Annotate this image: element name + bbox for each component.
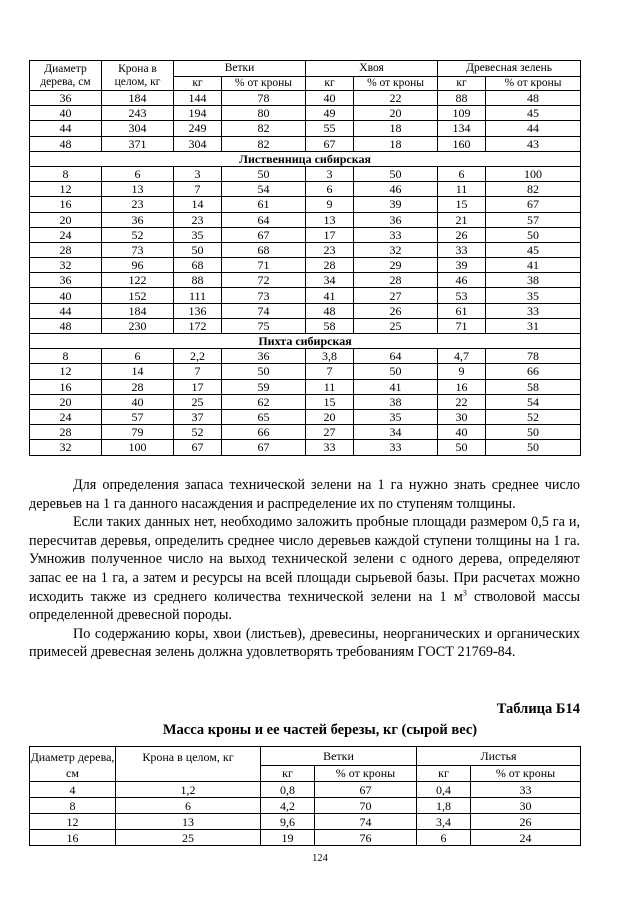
header-crown: Крона в целом, кг [116, 747, 261, 782]
table-cell: 67 [222, 440, 306, 455]
table-cell: 28 [30, 242, 102, 257]
table-cell: 304 [174, 136, 222, 151]
section-title: Лиственница сибирская [30, 151, 581, 166]
table-row [30, 242, 581, 257]
table-cell: 22 [438, 394, 486, 409]
table-row [30, 798, 581, 814]
table-header [30, 61, 581, 91]
table-cell: 35 [354, 409, 438, 424]
body-text [29, 476, 580, 662]
table-cell: 73 [222, 288, 306, 303]
table-cell: 36 [102, 212, 174, 227]
table-cell: 73 [102, 242, 174, 257]
table-cell: 8 [30, 349, 102, 364]
table-cell: 6 [116, 798, 261, 814]
table-cell: 230 [102, 318, 174, 333]
table-cell: 111 [174, 288, 222, 303]
table-cell: 28 [306, 258, 354, 273]
table-row [30, 440, 581, 455]
table-cell: 61 [222, 197, 306, 212]
table-cell: 4 [30, 782, 116, 798]
header-pct: % от кроны [354, 77, 438, 91]
table-cell: 67 [306, 136, 354, 151]
table-cell: 1,2 [116, 782, 261, 798]
table-cell: 7 [174, 182, 222, 197]
table-cell: 184 [102, 303, 174, 318]
table-row [30, 91, 581, 106]
table-cell: 3 [174, 166, 222, 181]
table-cell: 33 [438, 242, 486, 257]
header-leaves: Листья [417, 747, 581, 766]
table-cell: 109 [438, 106, 486, 121]
table-row [30, 303, 581, 318]
table-cell: 12 [30, 182, 102, 197]
table-cell: 20 [354, 106, 438, 121]
table-row [30, 782, 581, 798]
table-cell: 45 [486, 106, 581, 121]
table-cell: 62 [222, 394, 306, 409]
table-cell: 16 [30, 379, 102, 394]
table-row [30, 318, 581, 333]
table-cell: 14 [102, 364, 174, 379]
table-cell: 15 [306, 394, 354, 409]
table-cell: 40 [102, 394, 174, 409]
table-cell: 26 [354, 303, 438, 318]
table-cell: 65 [222, 409, 306, 424]
table-cell: 43 [486, 136, 581, 151]
table-row [30, 227, 581, 242]
header-crown: Крона в целом, кг [102, 61, 174, 91]
table-cell: 64 [222, 212, 306, 227]
paragraph-2-tail: стволовой массы определенной древесной породы. [29, 588, 580, 624]
table-cell: 4,2 [261, 798, 315, 814]
table-cell: 9 [306, 197, 354, 212]
table-cell: 16 [30, 830, 116, 846]
table-row [30, 288, 581, 303]
table-cell: 24 [30, 227, 102, 242]
table-cell: 58 [486, 379, 581, 394]
table-row [30, 121, 581, 136]
header-kg: кг [438, 77, 486, 91]
table-cell: 249 [174, 121, 222, 136]
table-cell: 82 [222, 136, 306, 151]
table-cell: 0,4 [417, 782, 471, 798]
table-cell: 39 [438, 258, 486, 273]
table-cell: 13 [306, 212, 354, 227]
table-cell: 18 [354, 121, 438, 136]
paragraph-2 [29, 513, 580, 625]
table-cell: 100 [102, 440, 174, 455]
table-cell: 6 [102, 166, 174, 181]
table-row [30, 182, 581, 197]
table-cell: 4,7 [438, 349, 486, 364]
table-cell: 3,8 [306, 349, 354, 364]
table-cell: 50 [486, 425, 581, 440]
table-cell: 25 [116, 830, 261, 846]
table-cell: 58 [306, 318, 354, 333]
table-cell: 48 [306, 303, 354, 318]
table-cell: 68 [174, 258, 222, 273]
table-cell: 34 [306, 273, 354, 288]
table-cell: 33 [354, 440, 438, 455]
table-cell: 11 [306, 379, 354, 394]
table-row [30, 166, 581, 181]
table-cell: 59 [222, 379, 306, 394]
table-cell: 50 [486, 440, 581, 455]
table-cell: 61 [438, 303, 486, 318]
table-cell: 40 [30, 288, 102, 303]
table-row [30, 364, 581, 379]
table-cell: 12 [30, 364, 102, 379]
table-cell: 54 [486, 394, 581, 409]
table-cell: 36 [222, 349, 306, 364]
table-row [30, 106, 581, 121]
table-cell: 66 [486, 364, 581, 379]
table-cell: 88 [438, 91, 486, 106]
table-cell: 27 [354, 288, 438, 303]
table-cell: 371 [102, 136, 174, 151]
table-cell: 6 [306, 182, 354, 197]
table-cell: 21 [438, 212, 486, 227]
table-cell: 71 [438, 318, 486, 333]
table-cell: 88 [174, 273, 222, 288]
table-cell: 22 [354, 91, 438, 106]
table-cell: 50 [174, 242, 222, 257]
table-cell: 52 [174, 425, 222, 440]
table-cell: 33 [471, 782, 581, 798]
table-cell: 54 [222, 182, 306, 197]
table-cell: 75 [222, 318, 306, 333]
table-cell: 79 [102, 425, 174, 440]
table-cell: 16 [438, 379, 486, 394]
table-cell: 2,2 [174, 349, 222, 364]
table-cell: 50 [354, 364, 438, 379]
table-cell: 40 [30, 106, 102, 121]
table-cell: 32 [354, 242, 438, 257]
header-needles: Хвоя [306, 61, 438, 77]
table-cell: 3 [306, 166, 354, 181]
table-cell: 44 [30, 121, 102, 136]
table-cell: 26 [471, 814, 581, 830]
table-cell: 41 [306, 288, 354, 303]
table-cell: 0,8 [261, 782, 315, 798]
table-cell: 46 [354, 182, 438, 197]
table-cell: 8 [30, 798, 116, 814]
table-cell: 15 [438, 197, 486, 212]
table-cell: 20 [30, 212, 102, 227]
table-cell: 304 [102, 121, 174, 136]
birch-crown-table [29, 746, 581, 846]
table-cell: 20 [306, 409, 354, 424]
table-cell: 7 [174, 364, 222, 379]
table-cell: 46 [438, 273, 486, 288]
header-kg: кг [417, 765, 471, 781]
table-cell: 11 [438, 182, 486, 197]
table-cell: 32 [30, 258, 102, 273]
table-cell: 57 [102, 409, 174, 424]
table-cell: 48 [30, 318, 102, 333]
table-cell: 17 [306, 227, 354, 242]
table-cell: 23 [102, 197, 174, 212]
table-cell: 44 [30, 303, 102, 318]
table-cell: 68 [222, 242, 306, 257]
table-body [30, 91, 581, 456]
table-cell: 100 [486, 166, 581, 181]
table-cell: 40 [306, 91, 354, 106]
table-cell: 13 [116, 814, 261, 830]
header-kg: кг [306, 77, 354, 91]
header-pct: % от кроны [222, 77, 306, 91]
header-pct: % от кроны [486, 77, 581, 91]
table-cell: 48 [30, 136, 102, 151]
table-row [30, 258, 581, 273]
table-row [30, 273, 581, 288]
table-cell: 36 [354, 212, 438, 227]
table-cell: 23 [174, 212, 222, 227]
header-pct: % от кроны [315, 765, 417, 781]
table-cell: 1,8 [417, 798, 471, 814]
table-cell: 6 [102, 349, 174, 364]
table-cell: 24 [471, 830, 581, 846]
table-cell: 36 [30, 273, 102, 288]
table-cell: 16 [30, 197, 102, 212]
paragraph-3: По содержанию коры, хвои (листьев), древесины, неорганических и органических примесей древесная зелень должна удовлетворять требованиям ГОСТ 21769-84. [29, 625, 580, 661]
table-cell: 33 [354, 227, 438, 242]
section-row [30, 151, 581, 166]
table-title: Масса кроны и ее частей березы, кг (сырой вес) [162, 722, 478, 738]
table-cell: 36 [30, 91, 102, 106]
header-pct: % от кроны [471, 765, 581, 781]
table-cell: 243 [102, 106, 174, 121]
table-label: Таблица Б14 [496, 701, 580, 717]
table-cell: 67 [174, 440, 222, 455]
table-cell: 74 [315, 814, 417, 830]
table-row [30, 425, 581, 440]
table-cell: 26 [438, 227, 486, 242]
table-cell: 24 [30, 409, 102, 424]
table-cell: 184 [102, 91, 174, 106]
table-cell: 25 [174, 394, 222, 409]
section-title: Пихта сибирская [30, 334, 581, 349]
table-cell: 28 [30, 425, 102, 440]
table-row [30, 379, 581, 394]
table-body [30, 782, 581, 846]
table-cell: 25 [354, 318, 438, 333]
table-row [30, 394, 581, 409]
table-cell: 134 [438, 121, 486, 136]
table-cell: 40 [438, 425, 486, 440]
table-cell: 20 [30, 394, 102, 409]
table-cell: 52 [102, 227, 174, 242]
table-cell: 17 [174, 379, 222, 394]
table-cell: 29 [354, 258, 438, 273]
table-cell: 194 [174, 106, 222, 121]
table-cell: 41 [486, 258, 581, 273]
table-cell: 31 [486, 318, 581, 333]
table-cell: 44 [486, 121, 581, 136]
table-cell: 28 [354, 273, 438, 288]
table-cell: 19 [261, 830, 315, 846]
table-cell: 39 [354, 197, 438, 212]
table-cell: 27 [306, 425, 354, 440]
table-cell: 37 [174, 409, 222, 424]
table-cell: 66 [222, 425, 306, 440]
table-cell: 49 [306, 106, 354, 121]
header-diameter: Диаметр дерева, см [30, 61, 102, 91]
table-row [30, 409, 581, 424]
table-cell: 96 [102, 258, 174, 273]
table-cell: 50 [486, 227, 581, 242]
table-cell: 48 [486, 91, 581, 106]
table-cell: 74 [222, 303, 306, 318]
table-row [30, 830, 581, 846]
table-cell: 14 [174, 197, 222, 212]
header-diameter: Диаметр дерева, см [30, 747, 116, 782]
table-cell: 72 [222, 273, 306, 288]
table-cell: 13 [102, 182, 174, 197]
table-cell: 6 [438, 166, 486, 181]
table-row [30, 212, 581, 227]
table-cell: 33 [486, 303, 581, 318]
table-cell: 82 [486, 182, 581, 197]
table-cell: 50 [222, 166, 306, 181]
table-cell: 18 [354, 136, 438, 151]
table-cell: 28 [102, 379, 174, 394]
table-cell: 160 [438, 136, 486, 151]
table-cell: 33 [306, 440, 354, 455]
table-row [30, 136, 581, 151]
table-cell: 57 [486, 212, 581, 227]
table-cell: 38 [354, 394, 438, 409]
table-cell: 9,6 [261, 814, 315, 830]
table-cell: 64 [354, 349, 438, 364]
table-cell: 23 [306, 242, 354, 257]
table-cell: 41 [354, 379, 438, 394]
table-cell: 9 [438, 364, 486, 379]
table-cell: 67 [222, 227, 306, 242]
table-cell: 152 [102, 288, 174, 303]
table-cell: 78 [486, 349, 581, 364]
table-cell: 71 [222, 258, 306, 273]
table-cell: 30 [438, 409, 486, 424]
table-cell: 3,4 [417, 814, 471, 830]
table-cell: 76 [315, 830, 417, 846]
table-cell: 55 [306, 121, 354, 136]
header-greenery: Древесная зелень [438, 61, 581, 77]
table-cell: 67 [486, 197, 581, 212]
table-cell: 35 [486, 288, 581, 303]
table-cell: 35 [174, 227, 222, 242]
table-cell: 122 [102, 273, 174, 288]
table-row [30, 349, 581, 364]
table-cell: 50 [354, 166, 438, 181]
section-row [30, 334, 581, 349]
header-kg: кг [261, 765, 315, 781]
table-cell: 7 [306, 364, 354, 379]
table-cell: 70 [315, 798, 417, 814]
table-cell: 80 [222, 106, 306, 121]
header-kg: кг [174, 77, 222, 91]
table-row [30, 814, 581, 830]
table-cell: 172 [174, 318, 222, 333]
table-cell: 78 [222, 91, 306, 106]
table-cell: 8 [30, 166, 102, 181]
table-cell: 12 [30, 814, 116, 830]
table-cell: 6 [417, 830, 471, 846]
table-row [30, 197, 581, 212]
table-cell: 38 [486, 273, 581, 288]
table-cell: 144 [174, 91, 222, 106]
header-branches: Ветки [174, 61, 306, 77]
table-cell: 34 [354, 425, 438, 440]
table-cell: 45 [486, 242, 581, 257]
table-cell: 136 [174, 303, 222, 318]
header-branches: Ветки [261, 747, 417, 766]
table-cell: 32 [30, 440, 102, 455]
page-number: 124 [312, 853, 328, 864]
paragraph-1: Для определения запаса технической зелени на 1 га нужно знать среднее число деревьев на 1 га данного насаждения и распределение их по ступеням толщины. [29, 477, 580, 512]
table-cell: 82 [222, 121, 306, 136]
table-cell: 52 [486, 409, 581, 424]
table-cell: 50 [438, 440, 486, 455]
paragraph-2-text: Если таких данных нет, необходимо заложить пробные площади размером 0,5 га и, пересчитав деревья, определить среднее число деревьев каждой ступени толщины на 1 га. Умножив полученное число на выход технической зелени с одного дерева, определяют запас ее на 1 га, а затем и ресурсы на всей площади сырьевой базы. При расчетах можно исходить также из среднего количества технической зелени на 1 м [29, 514, 580, 605]
table-cell: 53 [438, 288, 486, 303]
superscript: 3 [462, 587, 467, 597]
table-cell: 30 [471, 798, 581, 814]
crown-mass-table [29, 60, 581, 456]
table-cell: 67 [315, 782, 417, 798]
table-cell: 50 [222, 364, 306, 379]
